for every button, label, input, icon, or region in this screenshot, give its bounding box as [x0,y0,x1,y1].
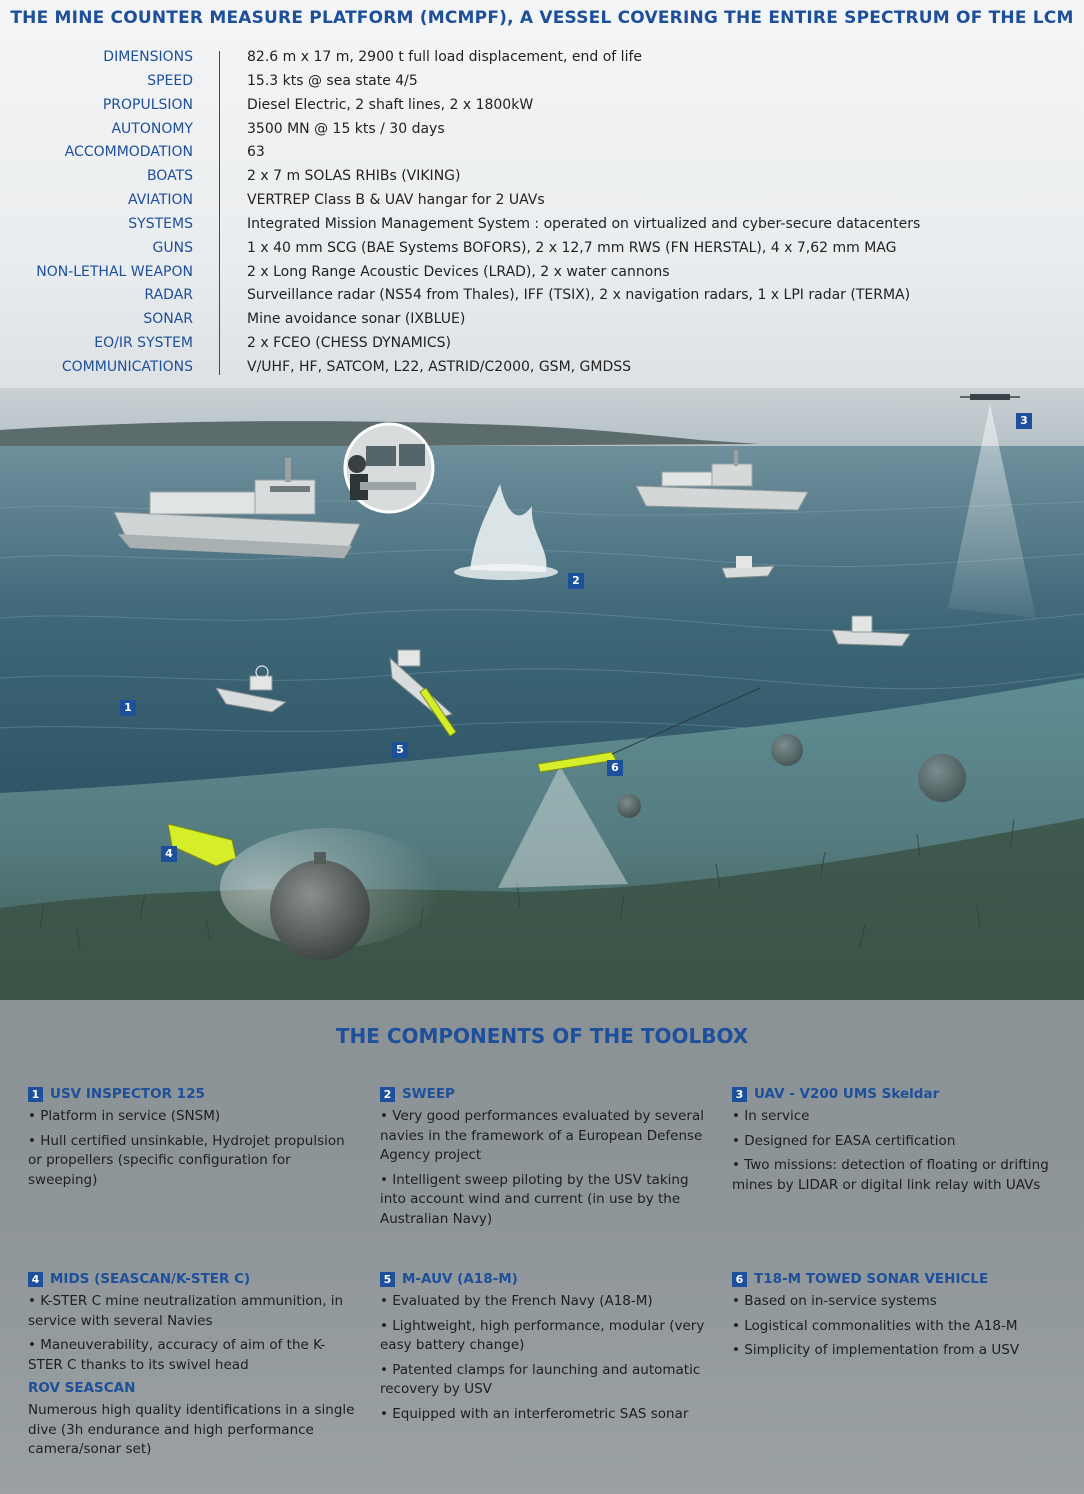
spec-value: Surveillance radar (NS54 from Thales), IFF (TSIX), 2 x navigation radars, 1 x LPI radar (TERMA) [247,287,911,304]
component-number: 4 [28,1272,43,1287]
component-bullet: • Platform in service (SNSM) [28,1108,221,1124]
spec-value: Integrated Mission Management System : operated on virtualized and cyber-secure datacenters [247,215,921,232]
spec-row [0,142,1084,166]
spec-value: 63 [247,144,265,161]
spec-value: V/UHF, HF, SATCOM, L22, ASTRID/C2000, GSM, GMDSS [247,358,632,375]
toolbox-title: THE COMPONENTS OF THE TOOLBOX [335,1024,749,1048]
scene-marker-6: 6 [607,760,623,776]
component-t18m [732,1271,1062,1366]
spec-label: BOATS [146,168,193,185]
component-bullet: • Evaluated by the French Navy (A18-M) [380,1293,653,1309]
spec-row [0,71,1084,95]
spec-value: VERTREP Class B & UAV hangar for 2 UAVs [247,192,545,209]
component-title: M-AUV (A18-M) [402,1271,518,1287]
component-header [732,1271,1062,1287]
component-header [380,1271,710,1287]
spec-value: 15.3 kts @ sea state 4/5 [247,72,418,89]
component-header [28,1086,358,1102]
spec-label: PROPULSION [102,96,193,113]
component-title: MIDS (SEASCAN/K-STER C) [50,1271,251,1287]
component-bullet: • Patented clamps for launching and automatic recovery by USV [380,1361,701,1397]
component-usv-inspector [28,1086,358,1195]
spec-value: 3500 MN @ 15 kts / 30 days [247,120,445,137]
spec-row [0,95,1084,119]
component-bullet: • Very good performances evaluated by several navies in the framework of a European Defense Agency project [380,1108,704,1163]
component-number: 2 [380,1087,395,1102]
component-header [732,1086,1062,1102]
spec-value: Diesel Electric, 2 shaft lines, 2 x 1800kW [247,96,534,113]
component-uav [732,1086,1062,1200]
component-bullet: • Hull certified unsinkable, Hydrojet propulsion or propellers (specific configuration for sweeping) [28,1132,345,1188]
spec-row [0,262,1084,286]
spec-row [0,357,1084,381]
component-header [380,1086,710,1102]
spec-value: 2 x Long Range Acoustic Devices (LRAD), 2 x water cannons [247,263,670,280]
component-subtext: Numerous high quality identifications in a single dive (3h endurance and high performance camera/sonar set) [28,1402,355,1457]
scene-marker-4: 4 [161,846,177,862]
spec-label: COMMUNICATIONS [61,358,193,375]
component-title: SWEEP [402,1086,455,1102]
component-bullet: • Intelligent sweep piloting by the USV taking into account wind and current (in use by the Australian Navy) [380,1171,689,1227]
component-bullet: • Maneuverability, accuracy of aim of the K-STER C thanks to its swivel head [28,1337,326,1373]
component-number: 6 [732,1272,747,1287]
component-bullet: • Logistical commonalities with the A18-M [732,1317,1018,1334]
spec-row [0,285,1084,309]
spec-label: SPEED [147,72,193,89]
spec-value: 2 x FCEO (CHESS DYNAMICS) [247,335,452,352]
spec-label: AUTONOMY [111,120,193,137]
operator-console-inset [345,424,433,512]
spec-row [0,47,1084,71]
component-number: 1 [28,1087,43,1102]
component-title: USV INSPECTOR 125 [50,1086,205,1102]
component-bullet: • In service [732,1108,810,1124]
spec-row [0,238,1084,262]
spec-row [0,190,1084,214]
spec-label: SONAR [143,311,193,328]
component-bullet: • Based on in-service systems [732,1293,937,1309]
spec-row [0,214,1084,238]
operation-scene [0,388,1084,1000]
spec-value: 1 x 40 mm SCG (BAE Systems BOFORS), 2 x 12,7 mm RWS (FN HERSTAL), 4 x 7,62 mm MAG [247,239,897,256]
spec-value: Mine avoidance sonar (IXBLUE) [247,311,466,328]
scene-marker-1: 1 [120,700,136,716]
spec-list [0,47,1084,381]
spec-row [0,333,1084,357]
spec-label: ACCOMMODATION [64,144,193,161]
scene-marker-2: 2 [568,573,584,589]
spec-row [0,309,1084,333]
component-m-auv [380,1271,710,1429]
component-number: 3 [732,1087,747,1102]
spec-label: EO/IR SYSTEM [94,335,193,352]
scene-marker-3: 3 [1016,413,1032,429]
scene-illustration [0,388,1084,1000]
component-bullet: • Lightweight, high performance, modular (very easy battery change) [380,1317,705,1353]
scene-marker-5: 5 [392,742,408,758]
component-bullet: • Designed for EASA certification [732,1132,956,1149]
component-bullet: • Simplicity of implementation from a USV [732,1342,1020,1358]
spec-label: AVIATION [127,192,193,209]
component-mids [28,1271,358,1465]
component-number: 5 [380,1272,395,1287]
spec-row [0,166,1084,190]
spec-label: GUNS [152,239,193,256]
page-title: THE MINE COUNTER MEASURE PLATFORM (MCMPF), A VESSEL COVERING THE ENTIRE SPECTRUM OF THE LCM [10,8,1074,28]
naval-mine [771,734,803,766]
component-header [28,1271,358,1287]
component-title: T18-M TOWED SONAR VEHICLE [754,1271,989,1287]
spec-row [0,119,1084,143]
spec-label: RADAR [144,287,193,304]
spec-label: DIMENSIONS [103,49,193,65]
component-bullet: • Equipped with an interferometric SAS sonar [380,1405,689,1422]
component-subtitle: ROV SEASCAN [28,1380,136,1396]
spec-label: NON-LETHAL WEAPON [36,263,193,280]
component-title: UAV - V200 UMS Skeldar [754,1086,940,1102]
naval-mine [617,794,641,818]
spec-label: SYSTEMS [128,215,193,232]
component-sweep [380,1086,710,1234]
naval-mine [918,754,966,802]
spec-value: 82.6 m x 17 m, 2900 t full load displacement, end of life [247,49,643,65]
component-bullet: • Two missions: detection of floating or drifting mines by LIDAR or digital link relay with UAVs [732,1157,1049,1193]
component-bullet: • K-STER C mine neutralization ammunition, in service with several Navies [28,1293,344,1329]
spec-value: 2 x 7 m SOLAS RHIBs (VIKING) [247,168,461,185]
